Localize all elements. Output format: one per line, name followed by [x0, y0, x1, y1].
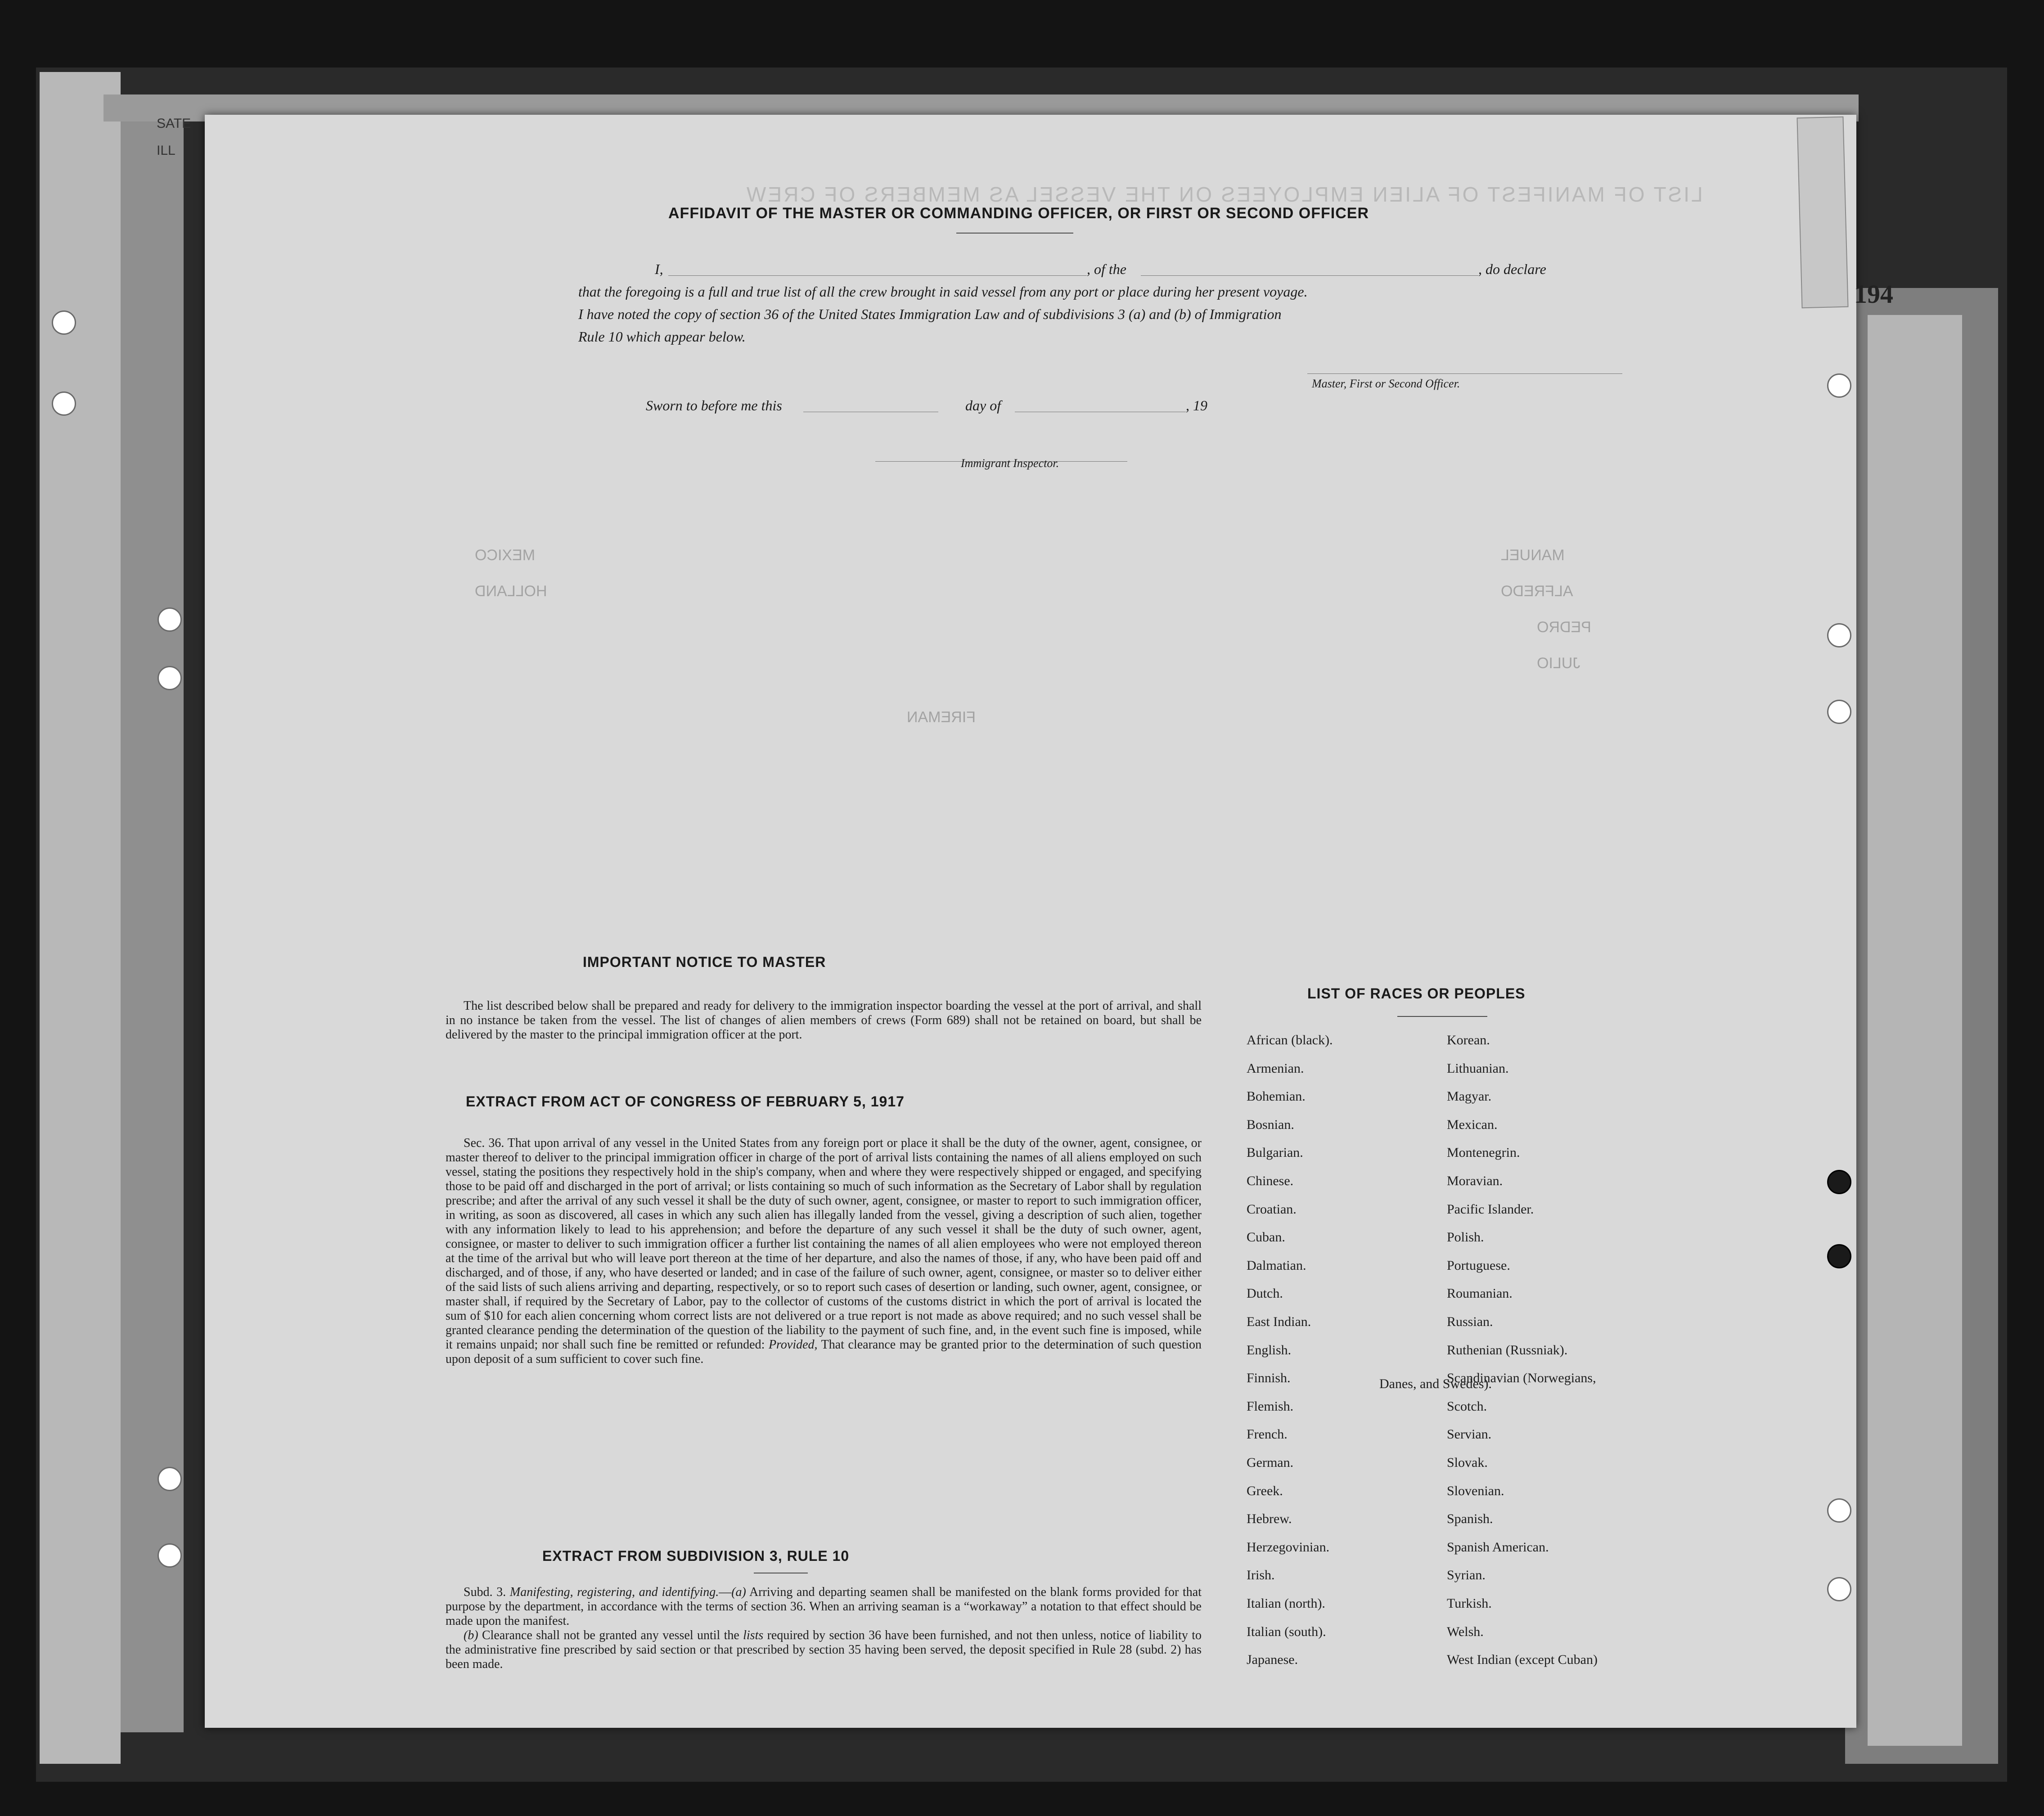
race-item: English.: [1247, 1343, 1292, 1358]
affidavit-line1-declare: , do declare: [1478, 261, 1546, 277]
race-item: Portuguese.: [1447, 1258, 1510, 1273]
subd-label: Subd. 3.: [464, 1585, 506, 1599]
affidavit-line1-i: I,: [655, 261, 663, 277]
binder-hole: [158, 607, 182, 632]
race-item: Finnish.: [1247, 1371, 1291, 1385]
binder-hole: [1827, 1577, 1851, 1601]
binder-hole: [52, 391, 76, 416]
extract-rule-title: EXTRACT FROM SUBDIVISION 3, RULE 10: [542, 1548, 850, 1564]
binder-hole: [1827, 700, 1851, 724]
para-b-pre: Clearance shall not be granted any vessel until the: [482, 1628, 739, 1642]
race-item: Syrian.: [1447, 1568, 1486, 1582]
extract-act-title: EXTRACT FROM ACT OF CONGRESS OF FEBRUARY 5, 1917: [466, 1093, 905, 1110]
para-a-text: Arriving and departing seamen shall be manifested on the blank forms provided for that purpose by the department, in accordance with the terms of section 36. When an arriving seaman is a “workaway” a notation to that effect should be made upon the manifest.: [446, 1585, 1202, 1628]
race-item: Italian (north).: [1247, 1596, 1325, 1611]
race-item: Spanish.: [1447, 1511, 1493, 1526]
race-item: Servian.: [1447, 1427, 1492, 1442]
document-sheet: [205, 115, 1856, 1728]
race-item: Lithuanian.: [1447, 1061, 1509, 1076]
provided-text: That clearance may be granted prior to the determination of such question upon deposit of a sum sufficient to cover such fine.: [446, 1338, 1202, 1366]
binder-hole: [52, 310, 76, 335]
race-item: Spanish American.: [1447, 1540, 1549, 1555]
race-item: Cuban.: [1247, 1230, 1285, 1245]
sworn-year: , 19: [1186, 397, 1207, 414]
race-item: Slovenian.: [1447, 1483, 1504, 1498]
inspector-label: Immigrant Inspector.: [961, 457, 1059, 470]
race-item: Hebrew.: [1247, 1511, 1292, 1526]
race-item: West Indian (except Cuban): [1447, 1652, 1598, 1667]
race-item: Irish.: [1247, 1568, 1275, 1582]
race-item: Slovak.: [1447, 1455, 1488, 1470]
bleed-through-text: MANUEL: [1501, 547, 1565, 564]
edge-label: SATE: [157, 116, 191, 131]
extract-act-body: [446, 1136, 1202, 1366]
binder-hole: [1827, 1170, 1851, 1194]
race-item: Russian.: [1447, 1314, 1493, 1329]
important-notice-title: IMPORTANT NOTICE TO MASTER: [583, 954, 826, 970]
subd-b-paragraph: [446, 1628, 1202, 1672]
race-item: East Indian.: [1247, 1314, 1311, 1329]
para-b-lists: lists: [743, 1628, 764, 1642]
sworn-day: day of: [965, 397, 1001, 414]
race-item: Herzegovinian.: [1247, 1540, 1330, 1555]
extract-rule-body: [446, 1585, 1202, 1672]
race-item: Flemish.: [1247, 1399, 1294, 1414]
edge-label: ILL: [157, 143, 176, 158]
race-item: Ruthenian (Russniak).: [1447, 1343, 1568, 1358]
bleed-through-text: HOLLAND: [475, 583, 547, 600]
sec-36-text: That upon arrival of any vessel in the United States from any foreign port or place it shall be the duty of the owner, agent, consignee, or master thereof to deliver to the principal immigration officer in charge of the port of arrival lists containing the names of all aliens employed on such vessel, stating the positions they respectively hold in the ship's company, when and where they were respectively shipped or engaged, and specifying those to be paid off and discharged in the port of arrival; or lists containing so much of such information as the Secretary of Labor shall by regulation prescribe; and after the arrival of any such vessel it shall be the duty of such owner, agent, consignee, or master to report to such immigration officer, in writing, as soon as discovered, all cases in which any such alien has illegally landed from the vessel, giving a description of such alien, together with any information likely to lead to his apprehension; and before the departure of any such vessel it shall be the duty of such owner, agent, consignee, or master to deliver to such immigration officer a further list containing the names of all alien employees who were not employed thereon at the time of the arrival but who will leave port thereon at the time of her departure, and also the names of those, if any, who have been paid off and discharged, and of those, if any, who have deserted or landed; and in case of the failure of such owner, agent, consignee, or master so to deliver either of the said lists of such aliens arriving and departing, respectively, or so to report such cases of desertion or landing, such owner, agent, consignee, or master shall, if required by the Secretary of Labor, pay to the collector of customs of the customs district in which the port of arrival is located the sum of $10 for each alien concerning whom correct lists are not delivered or a true report is not made as above required; and no such vessel shall be granted clearance pending the determination of the question of the liability to the payment of such fine, and, in the event such fine is imposed, while it remains unpaid; nor shall such fine be remitted or refunded:: [446, 1136, 1202, 1352]
race-item: Dutch.: [1247, 1286, 1283, 1301]
affidavit-line4: Rule 10 which appear below.: [578, 328, 746, 345]
bleed-through-text: MEXICO: [475, 547, 536, 564]
bleed-through-header: LIST OF MANIFEST OF ALIEN EMPLOYEES ON THE VESSEL AS MEMBERS OF CREW: [745, 183, 1703, 206]
binder-hole: [1827, 623, 1851, 647]
binder-hole: [1827, 1498, 1851, 1523]
underlying-page-right-edge: [1868, 315, 1962, 1746]
master-signature-line: [1307, 373, 1622, 374]
race-item: Bohemian.: [1247, 1089, 1306, 1104]
race-item: Croatian.: [1247, 1202, 1297, 1217]
para-b-post: required by section 36 have been furnished, and not then unless, notice of liability to the administrative fine prescribed by said section or that prescribed by section 35 having been served, the deposit specified in Rule 28 (subd. 2) has been made.: [446, 1628, 1202, 1671]
race-item: Japanese.: [1247, 1652, 1298, 1667]
race-item: German.: [1247, 1455, 1294, 1470]
bleed-through-text: JULIO: [1537, 655, 1580, 672]
name-blank: [668, 275, 1087, 276]
race-item: Scotch.: [1447, 1399, 1487, 1414]
subd-heading: Manifesting, registering, and identifying.: [509, 1585, 719, 1599]
binder-hole: [1827, 1244, 1851, 1268]
race-item: Welsh.: [1447, 1624, 1484, 1639]
race-item: Montenegrin.: [1447, 1145, 1520, 1160]
race-item: African (black).: [1247, 1033, 1333, 1047]
race-item: Roumanian.: [1447, 1286, 1513, 1301]
affidavit-title: AFFIDAVIT OF THE MASTER OR COMMANDING OFFICER, OR FIRST OR SECOND OFFICER: [668, 205, 1369, 222]
affidavit-line3: I have noted the copy of section 36 of the United States Immigration Law and of subdivisions 3 (a) and (b) of Immigration: [578, 306, 1282, 322]
affidavit-line1-of-the: , of the: [1087, 261, 1126, 277]
title-rule: [956, 233, 1073, 234]
bleed-through-text: FIREMAN: [907, 709, 976, 726]
index-tab: [1796, 117, 1848, 309]
race-item: Bosnian.: [1247, 1117, 1294, 1132]
binder-hole: [1827, 373, 1851, 398]
race-item: Korean.: [1447, 1033, 1490, 1047]
races-title: LIST OF RACES OR PEOPLES: [1307, 985, 1526, 1002]
bleed-through-text: PEDRO: [1537, 619, 1591, 636]
provided-label: Provided,: [768, 1338, 818, 1352]
race-item: Chinese.: [1247, 1173, 1294, 1188]
bleed-through-text: ALFREDO: [1501, 583, 1573, 600]
race-item: Bulgarian.: [1247, 1145, 1303, 1160]
race-item: Moravian.: [1447, 1173, 1503, 1188]
para-a-label: (a): [731, 1585, 746, 1599]
affidavit-line2: that the foregoing is a full and true list of all the crew brought in said vessel from any port or place during her present voyage.: [578, 283, 1308, 300]
race-item: Polish.: [1447, 1230, 1484, 1245]
race-item: Pacific Islander.: [1447, 1202, 1534, 1217]
race-item: Dalmatian.: [1247, 1258, 1306, 1273]
vessel-blank: [1141, 275, 1478, 276]
important-notice-text: The list described below shall be prepared and ready for delivery to the immigration inspector boarding the vessel at the port of arrival, and shall in no instance be taken from the vessel. The list of changes of alien members of crews (Form 689) shall not be retained on board, but shall be delivered by the master to the principal immigration officer at the port.: [446, 999, 1202, 1042]
para-b-label: (b): [464, 1628, 478, 1642]
sworn-prefix: Sworn to before me this: [646, 397, 782, 414]
race-item: Turkish.: [1447, 1596, 1492, 1611]
race-item-continuation: Danes, and Swedes).: [1379, 1376, 1492, 1391]
race-item: Greek.: [1247, 1483, 1283, 1498]
races-rule: [1397, 1016, 1487, 1017]
race-item: Italian (south).: [1247, 1624, 1326, 1639]
binder-hole: [158, 1543, 182, 1568]
race-item: Armenian.: [1247, 1061, 1304, 1076]
binder-hole: [158, 1467, 182, 1491]
subd-a-paragraph: Subd. 3. Manifesting, registering, and identifying.—(a) Arriving and departing seamen shall be manifested on the blank forms provided for that purpose by the department, in accordance with the terms of section 36. When an arriving seaman is a “workaway” a notation to that effect should be made upon the manifest.: [446, 1585, 1202, 1628]
race-item: Magyar.: [1447, 1089, 1492, 1104]
race-item: Scandinavian (Norwegians,: [1447, 1371, 1596, 1385]
master-signature-label: Master, First or Second Officer.: [1312, 377, 1460, 390]
page-number: 194: [1854, 279, 1893, 309]
binder-hole: [158, 666, 182, 690]
race-item: Mexican.: [1447, 1117, 1498, 1132]
sec-label: Sec. 36.: [464, 1136, 504, 1150]
race-item: French.: [1247, 1427, 1288, 1442]
